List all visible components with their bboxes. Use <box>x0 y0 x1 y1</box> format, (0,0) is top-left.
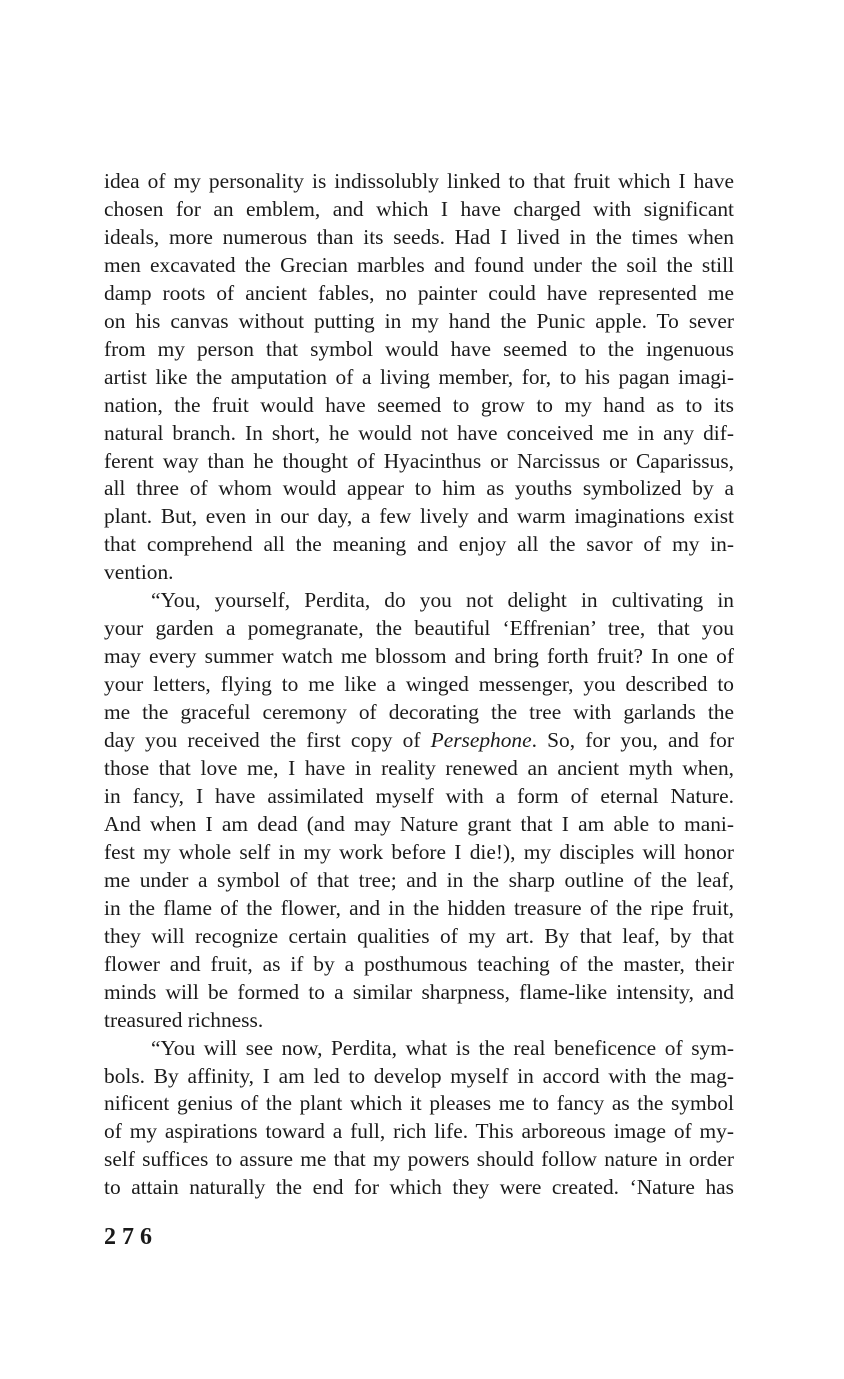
text-line: me the graceful ceremony of decorating the tree with garlands the <box>104 700 734 725</box>
text-line: bols. By affinity, I am led to develop myself in accord with the mag- <box>104 1063 734 1088</box>
text-line: chosen for an emblem, and which I have charged with significant <box>104 196 734 221</box>
text-line: they will recognize certain qualities of my art. By that leaf, by that <box>104 923 734 948</box>
text-line: fest my whole self in my work before I die!), my disciples will honor <box>104 839 734 864</box>
text-line: your letters, flying to me like a winged messenger, you described to <box>104 672 734 697</box>
text-line: from my person that symbol would have seemed to the ingenuous <box>104 336 734 361</box>
text-line: flower and fruit, as if by a posthumous teaching of the master, their <box>104 951 734 976</box>
page-number: 276 <box>104 1224 158 1250</box>
text-line <box>104 727 734 755</box>
text-line: may every summer watch me blossom and bring forth fruit? In one of <box>104 644 734 669</box>
page-body <box>104 168 734 1202</box>
text-line: in fancy, I have assimilated myself with a form of eternal Nature. <box>104 783 734 808</box>
text-line: vention. <box>104 560 174 585</box>
text-line: nation, the fruit would have seemed to grow to my hand as to its <box>104 392 734 417</box>
text-line: minds will be formed to a similar sharpness, flame-like intensity, and <box>104 979 734 1004</box>
text-line: men excavated the Grecian marbles and found under the soil the still <box>104 252 734 277</box>
text-segment: . So, for you, and for <box>531 728 734 753</box>
book-title-italic: Persephone <box>430 728 532 753</box>
text-line: all three of whom would appear to him as youths symbolized by a <box>104 476 734 501</box>
text-line: me under a symbol of that tree; and in the sharp outline of the leaf, <box>104 867 734 892</box>
text-line: your garden a pomegranate, the beautiful ‘Effrenian’ tree, that you <box>104 616 734 641</box>
text-line: natural branch. In short, he would not have conceived me in any dif- <box>104 420 734 445</box>
text-line: artist like the amputation of a living member, for, to his pagan imagi- <box>104 364 734 389</box>
text-line: idea of my personality is indissolubly linked to that fruit which I have <box>104 169 734 193</box>
text-line: ferent way than he thought of Hyacinthus or Narcissus or Caparissus, <box>104 448 734 473</box>
text-line: those that love me, I have in reality renewed an ancient myth when, <box>104 756 734 781</box>
text-line: in the flame of the flower, and in the hidden treasure of the ripe fruit, <box>104 895 734 920</box>
text-line: on his canvas without putting in my hand the Punic apple. To sever <box>104 308 734 333</box>
text-line: nificent genius of the plant which it pleases me to fancy as the symbol <box>104 1091 734 1116</box>
text-line: that comprehend all the meaning and enjoy all the savor of my in- <box>104 532 734 557</box>
text-line: “You will see now, Perdita, what is the real beneficence of sym- <box>151 1035 734 1060</box>
text-segment: day you received the first copy of <box>104 728 421 753</box>
text-line: of my aspirations toward a full, rich life. This arboreous image of my- <box>104 1119 734 1144</box>
text-line: “You, yourself, Perdita, do you not delight in cultivating in <box>151 588 734 613</box>
text-line: And when I am dead (and may Nature grant that I am able to mani- <box>104 811 734 836</box>
text-line: damp roots of ancient fables, no painter could have represented me <box>104 280 734 305</box>
text-line: plant. But, even in our day, a few lively and warm imaginations exist <box>104 504 734 529</box>
text-line: self suffices to assure me that my powers should follow nature in order <box>104 1147 734 1172</box>
text-line: ideals, more numerous than its seeds. Had I lived in the times when <box>104 224 734 249</box>
text-line: to attain naturally the end for which they were created. ‘Nature has <box>104 1175 734 1200</box>
text-line: treasured richness. <box>104 1007 264 1032</box>
